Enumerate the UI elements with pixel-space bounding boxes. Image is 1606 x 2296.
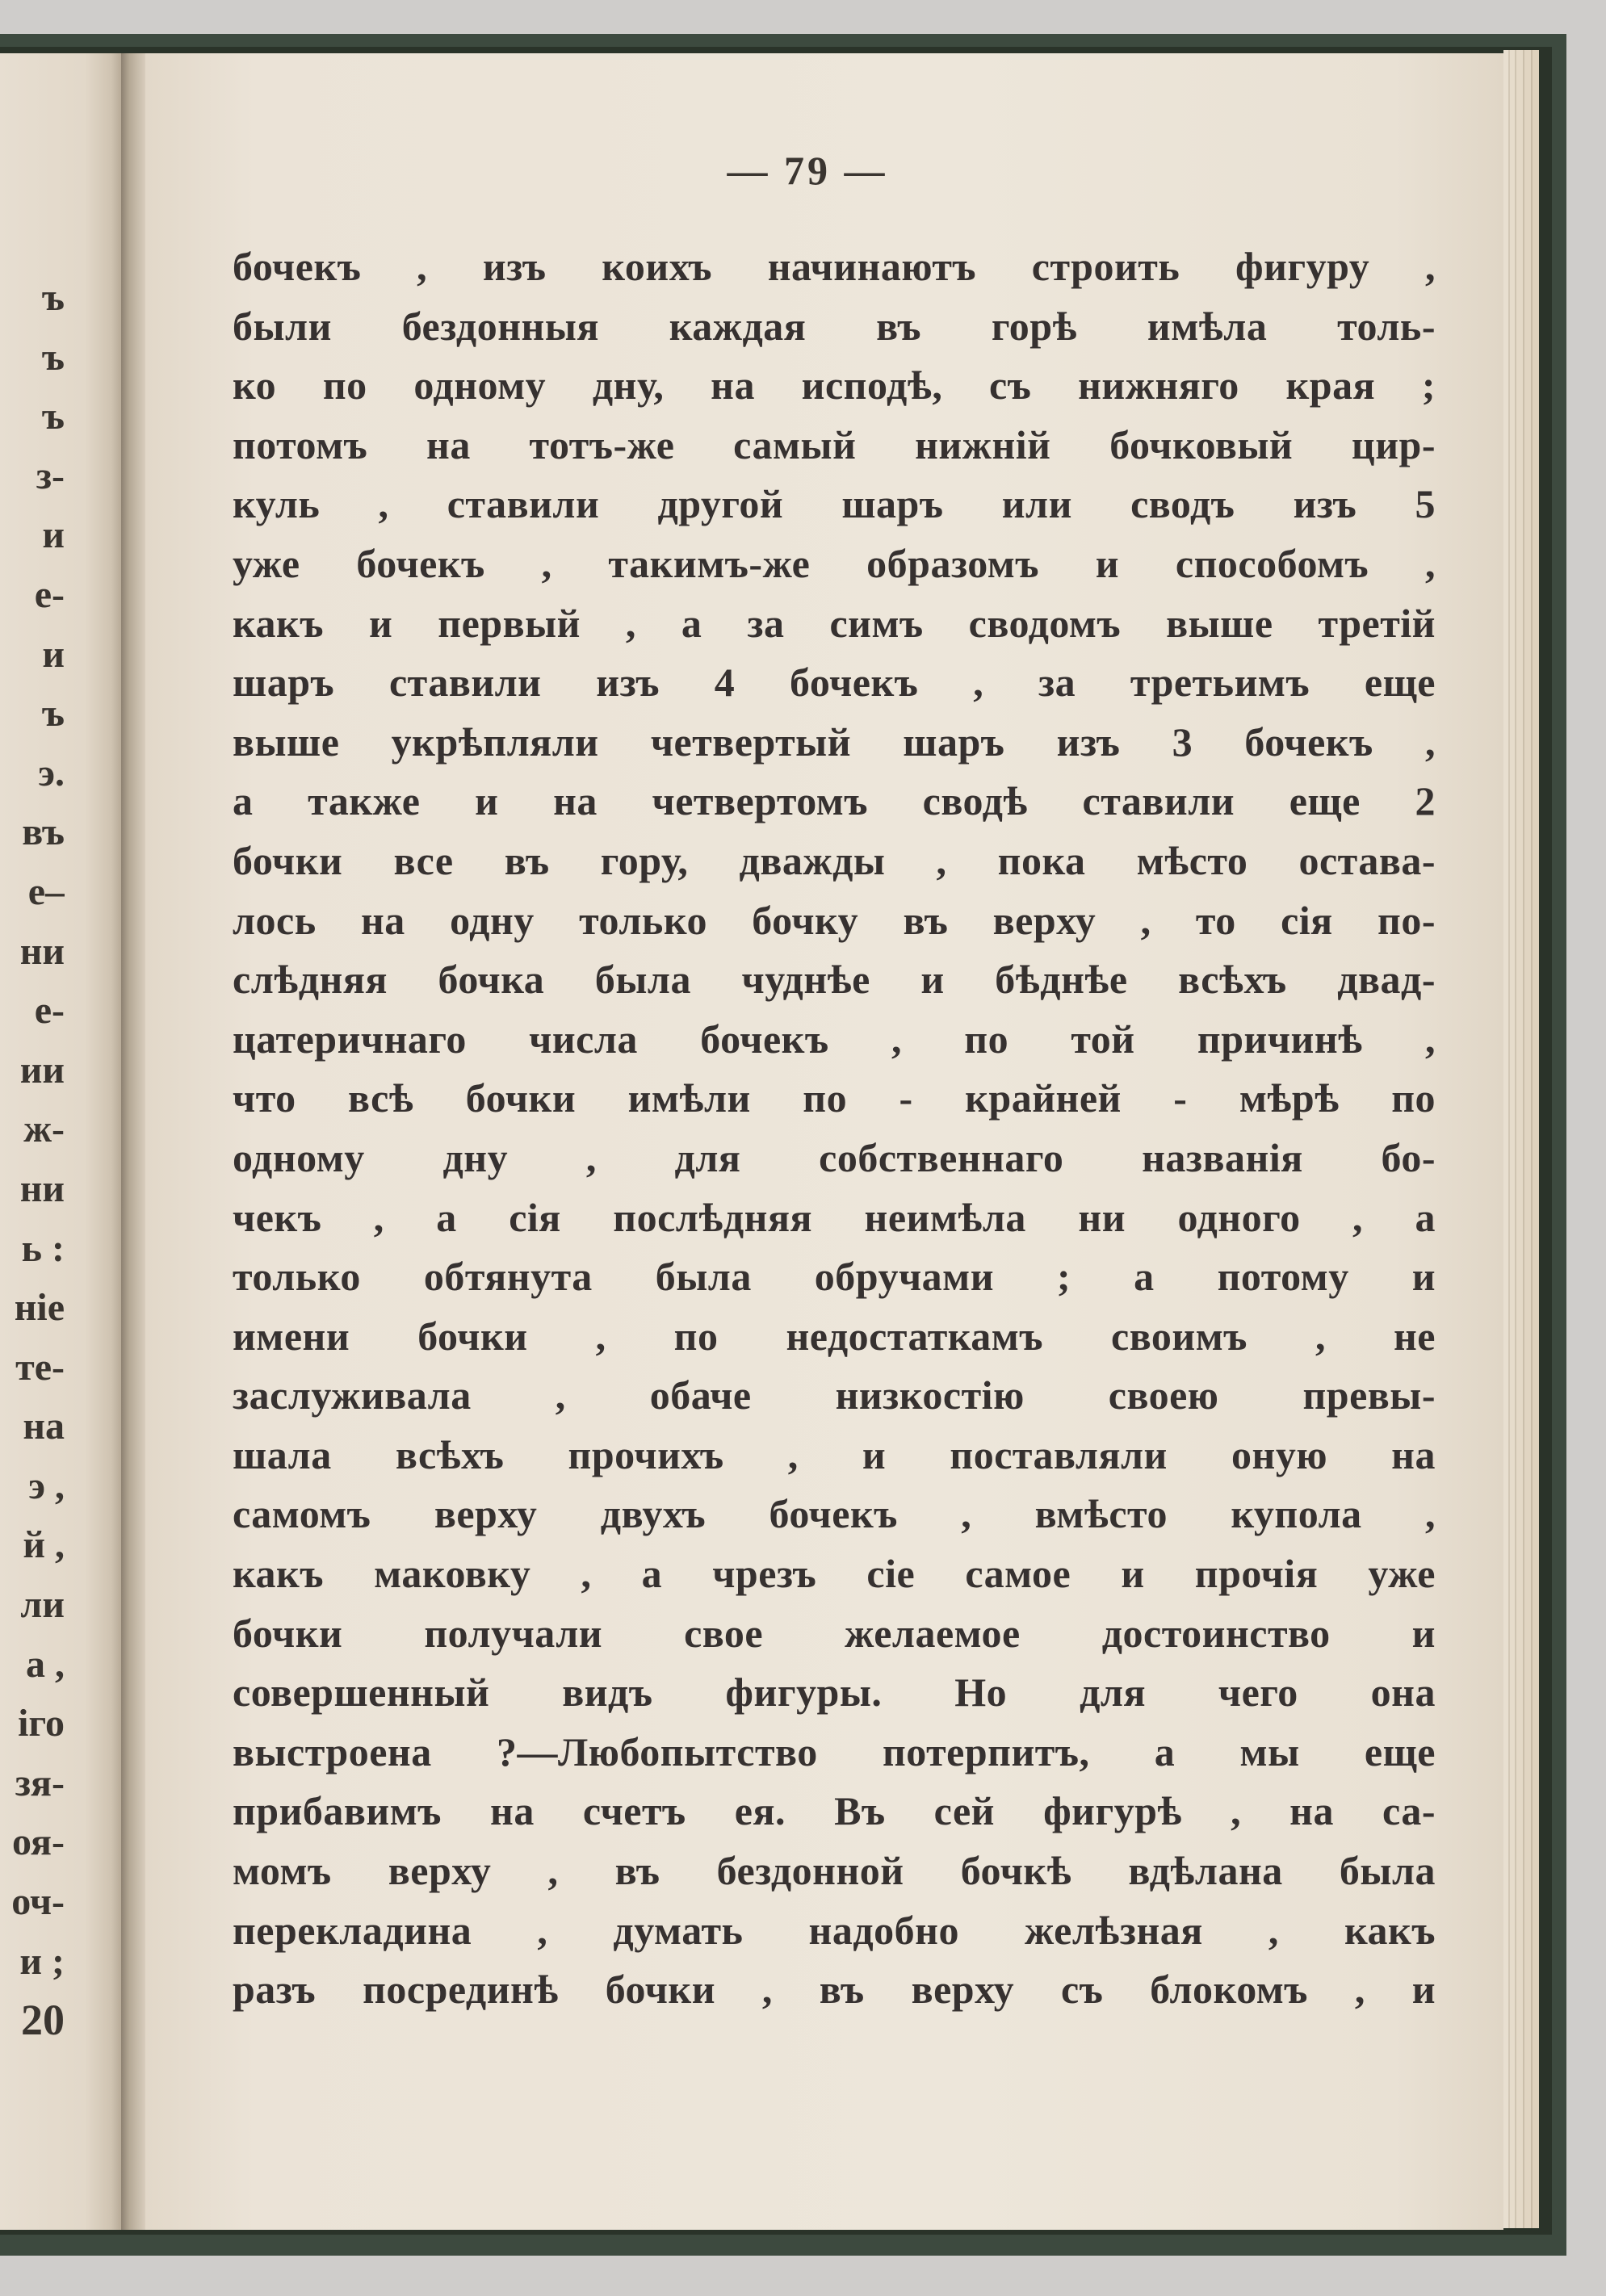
- text-line: потомъ на тотъ-же самый нижній бочковый цир-: [233, 421, 1436, 467]
- left-page-fragment: и: [42, 632, 65, 676]
- text-line: выше укрѣпляли четвертый шаръ изъ 3 бочекъ ,: [233, 719, 1436, 765]
- text-line: слѣдняя бочка была чуднѣе и бѣднѣе всѣхъ двад-: [233, 957, 1436, 1003]
- text-line: перекладина , думать надобно желѣзная , какъ: [233, 1907, 1436, 1953]
- left-page-fragment: ии: [19, 1048, 65, 1091]
- text-line: какъ маковку , а чрезъ сіе самое и прочія уже: [233, 1551, 1436, 1597]
- text-line: бочекъ , изъ коихъ начинаютъ строить фигуру ,: [233, 244, 1436, 289]
- text-line: совершенный видъ фигуры. Но для чего она: [233, 1670, 1436, 1716]
- left-page-fragment: е–: [27, 869, 65, 913]
- text-line: момъ верху , въ бездонной бочкѣ вдѣлана была: [233, 1848, 1436, 1894]
- right-page: [145, 53, 1503, 2230]
- left-page-fragment: и ;: [19, 1939, 65, 1983]
- left-page-fragment: и: [42, 513, 65, 557]
- left-page-fragment: е-: [34, 572, 65, 616]
- text-line: что всѣ бочки имѣли по - крайней - мѣрѣ по: [233, 1075, 1436, 1121]
- left-page-fragment: ж-: [23, 1108, 65, 1151]
- left-page-fragment: те-: [15, 1345, 65, 1389]
- page-edges: [1503, 50, 1539, 2228]
- left-page-fragment: іго: [18, 1702, 65, 1745]
- left-page: [0, 53, 121, 2230]
- left-page-fragment: е-: [34, 989, 65, 1033]
- left-page-fragment: ъ: [42, 395, 65, 438]
- text-line: бочки получали свое желаемое достоинство и: [233, 1610, 1436, 1656]
- text-line: цатеричнаго числа бочекъ , по той причинѣ ,: [233, 1016, 1436, 1062]
- text-line: самомъ верху двухъ бочекъ , вмѣсто купола ,: [233, 1491, 1436, 1537]
- body-text: [233, 237, 1436, 2020]
- left-page-fragment: ъ: [42, 335, 65, 379]
- left-page-fragment: ни: [19, 1167, 65, 1210]
- left-page-fragment: э ,: [28, 1464, 65, 1507]
- left-page-fragment: й ,: [23, 1523, 65, 1567]
- text-line: разъ посрединѣ бочки , въ верху съ блокомъ , и: [233, 1967, 1436, 2013]
- text-line: прибавимъ на счетъ ея. Въ сей фигурѣ , на са-: [233, 1788, 1436, 1834]
- text-line: были бездонныя каждая въ горѣ имѣла толь-: [233, 303, 1436, 349]
- left-page-fragment: оч-: [11, 1880, 65, 1924]
- text-line: уже бочекъ , такимъ-же образомъ и способомъ ,: [233, 540, 1436, 586]
- text-line: заслуживала , обаче низкостію своею превы-: [233, 1372, 1436, 1418]
- left-page-fragment: зя-: [15, 1761, 65, 1804]
- text-line: одному дну , для собственнаго названія бо-: [233, 1134, 1436, 1180]
- left-page-fragment: ъ: [42, 692, 65, 735]
- left-page-fragment: на: [23, 1405, 65, 1448]
- left-page-fragment: ни: [19, 929, 65, 973]
- text-line: имени бочки , по недостаткамъ своимъ , не: [233, 1313, 1436, 1359]
- left-page-fragment: оя-: [11, 1820, 65, 1864]
- text-line: бочки все въ гору, дважды , пока мѣсто остава-: [233, 837, 1436, 883]
- text-line: шаръ ставили изъ 4 бочекъ , за третьимъ еще: [233, 660, 1436, 706]
- text-line: лось на одну только бочку въ верху , то сія по-: [233, 897, 1436, 943]
- text-line: куль , ставили другой шаръ или сводъ изъ 5: [233, 481, 1436, 527]
- text-line: чекъ , а сія послѣдняя неимѣла ни одного , а: [233, 1194, 1436, 1240]
- left-page-fragment: э.: [38, 751, 65, 794]
- left-page-fragment: ъ: [42, 276, 65, 319]
- text-line: а также и на четвертомъ сводѣ ставили еще 2: [233, 778, 1436, 824]
- left-page-fragment: ніе: [14, 1286, 65, 1330]
- text-line: выстроена ?—Любопытство потерпитъ, а мы еще: [233, 1728, 1436, 1774]
- text-line: какъ и первый , а за симъ сводомъ выше третій: [233, 600, 1436, 646]
- text-line: только обтянута была обручами ; а потому и: [233, 1254, 1436, 1300]
- left-page-fragment: ь :: [21, 1226, 65, 1270]
- text-line: шала всѣхъ прочихъ , и поставляли оную на: [233, 1431, 1436, 1477]
- left-page-fragment: въ: [22, 811, 65, 854]
- left-page-fragment: ли: [20, 1583, 65, 1627]
- left-page-text-fragments: [0, 268, 65, 2051]
- left-page-fragment: з-: [36, 454, 65, 497]
- page-number: — 79 —: [727, 148, 888, 193]
- book-gutter: [121, 53, 145, 2230]
- text-line: ко по одному дну, на исподѣ, съ нижняго края ;: [233, 362, 1436, 409]
- left-page-fragment: а ,: [26, 1642, 65, 1686]
- left-page-fragment: 20: [21, 1996, 65, 2045]
